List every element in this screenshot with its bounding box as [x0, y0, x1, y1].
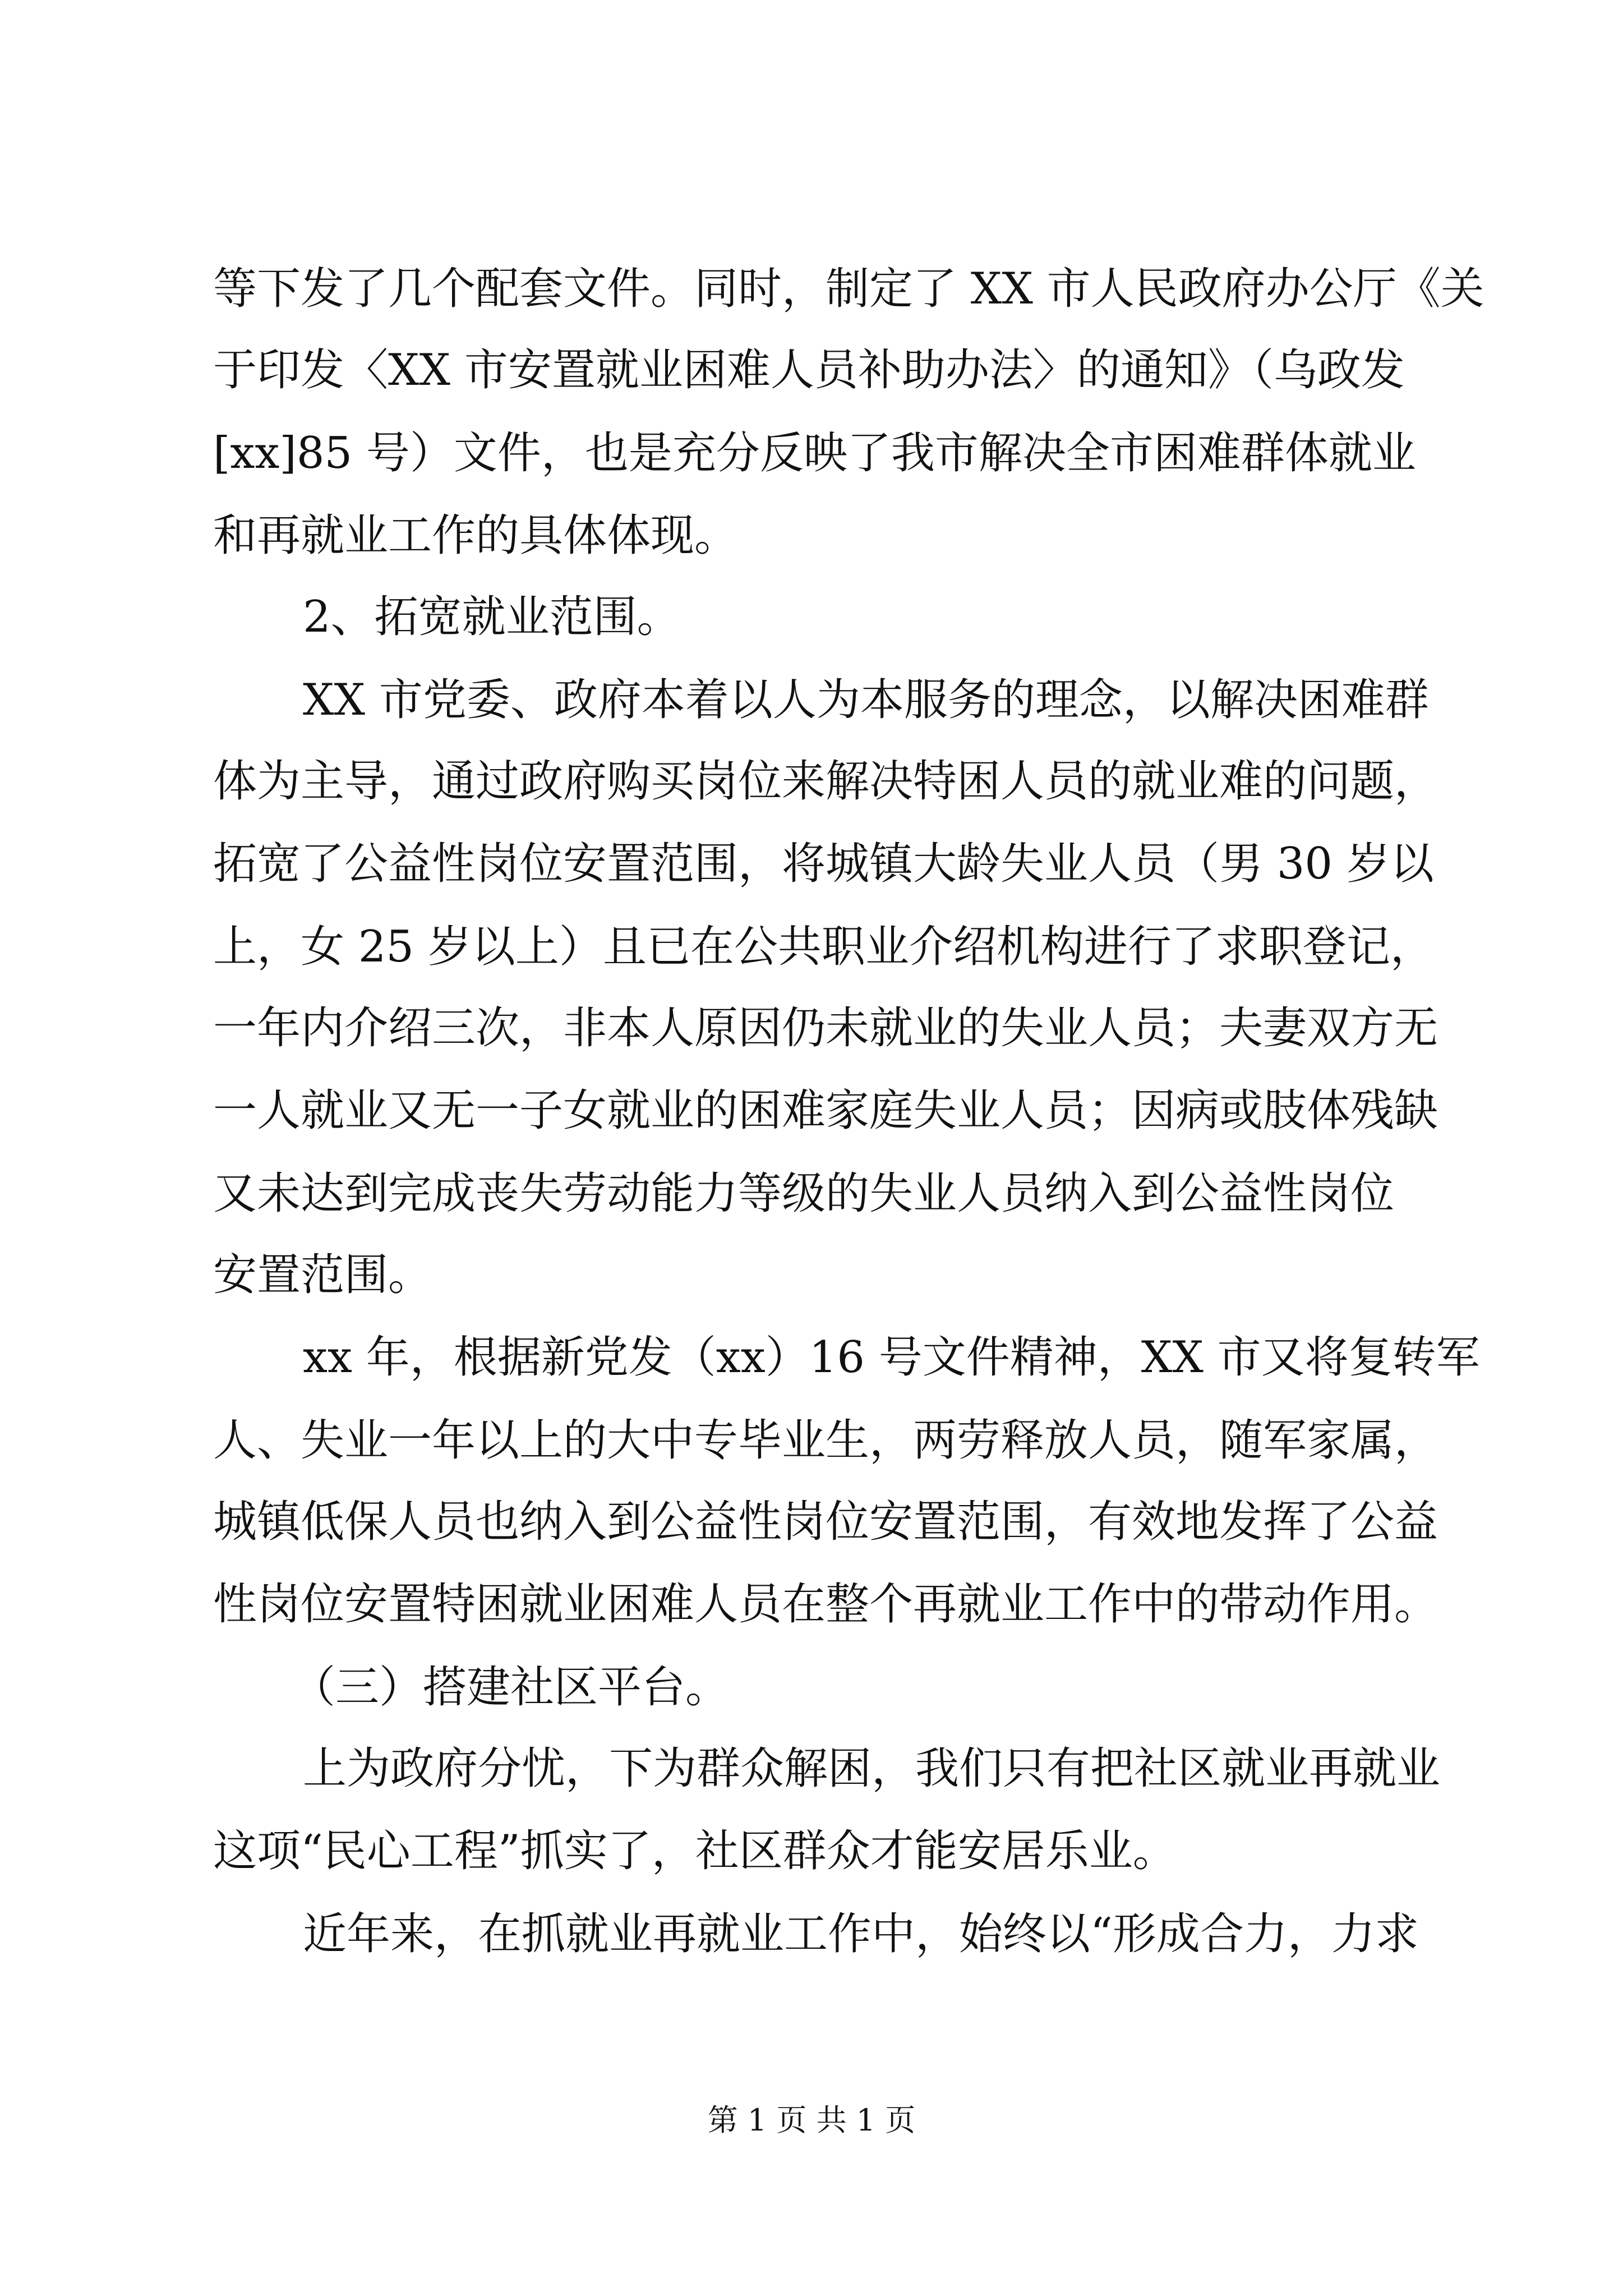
text-line: 城镇低保人员也纳入到公益性岗位安置范围，有效地发挥了公益	[213, 1497, 1438, 1547]
text-line: 于印发〈XX 市安置就业困难人员补助办法〉的通知》（乌政发	[213, 345, 1405, 395]
text-line: 上，女 25 岁以上）且已在公共职业介绍机构进行了求职登记，	[213, 922, 1434, 972]
text-line: 等下发了几个配套文件。同时，制定了 XX 市人民政府办公厅《关	[213, 264, 1484, 314]
text-line: [xx]85 号）文件，也是充分反映了我市解决全市困难群体就业	[213, 428, 1416, 478]
text-line: xx 年，根据新党发（xx）16 号文件精神，XX 市又将复转军	[303, 1332, 1480, 1383]
text-line: 体为主导，通过政府购买岗位来解决特困人员的就业难的问题，	[213, 756, 1438, 807]
text-line: 一年内介绍三次，非本人原因仍未就业的失业人员；夫妻双方无	[213, 1003, 1438, 1053]
text-line: 性岗位安置特困就业困难人员在整个再就业工作中的带动作用。	[213, 1579, 1438, 1630]
text-line: 近年来，在抓就业再就业工作中，始终以“形成合力，力求	[303, 1909, 1419, 1959]
heading-line: （三）搭建社区平台。	[292, 1662, 730, 1713]
text-line: 安置范围。	[213, 1250, 432, 1300]
text-line: 上为政府分忧，下为群众解困，我们只有把社区就业再就业	[303, 1743, 1441, 1794]
text-line: 拓宽了公益性岗位安置范围，将城镇大龄失业人员（男 30 岁以	[213, 839, 1434, 889]
text-line: 又未达到完成丧失劳动能力等级的失业人员纳入到公益性岗位	[213, 1168, 1395, 1219]
page-footer: 第 1 页 共 1 页	[707, 2102, 916, 2138]
text-line: 一人就业又无一子女就业的困难家庭失业人员；因病或肢体残缺	[213, 1085, 1438, 1136]
text-line: 和再就业工作的具体体现。	[213, 510, 739, 561]
heading-line: 2、拓宽就业范围。	[303, 592, 681, 642]
text-line: 人、失业一年以上的大中专毕业生，两劳释放人员，随军家属，	[213, 1415, 1438, 1466]
text-line: 这项“民心工程”抓实了，社区群众才能安居乐业。	[213, 1826, 1177, 1876]
text-line: XX 市党委、政府本着以人为本服务的理念，以解决困难群	[303, 675, 1429, 725]
